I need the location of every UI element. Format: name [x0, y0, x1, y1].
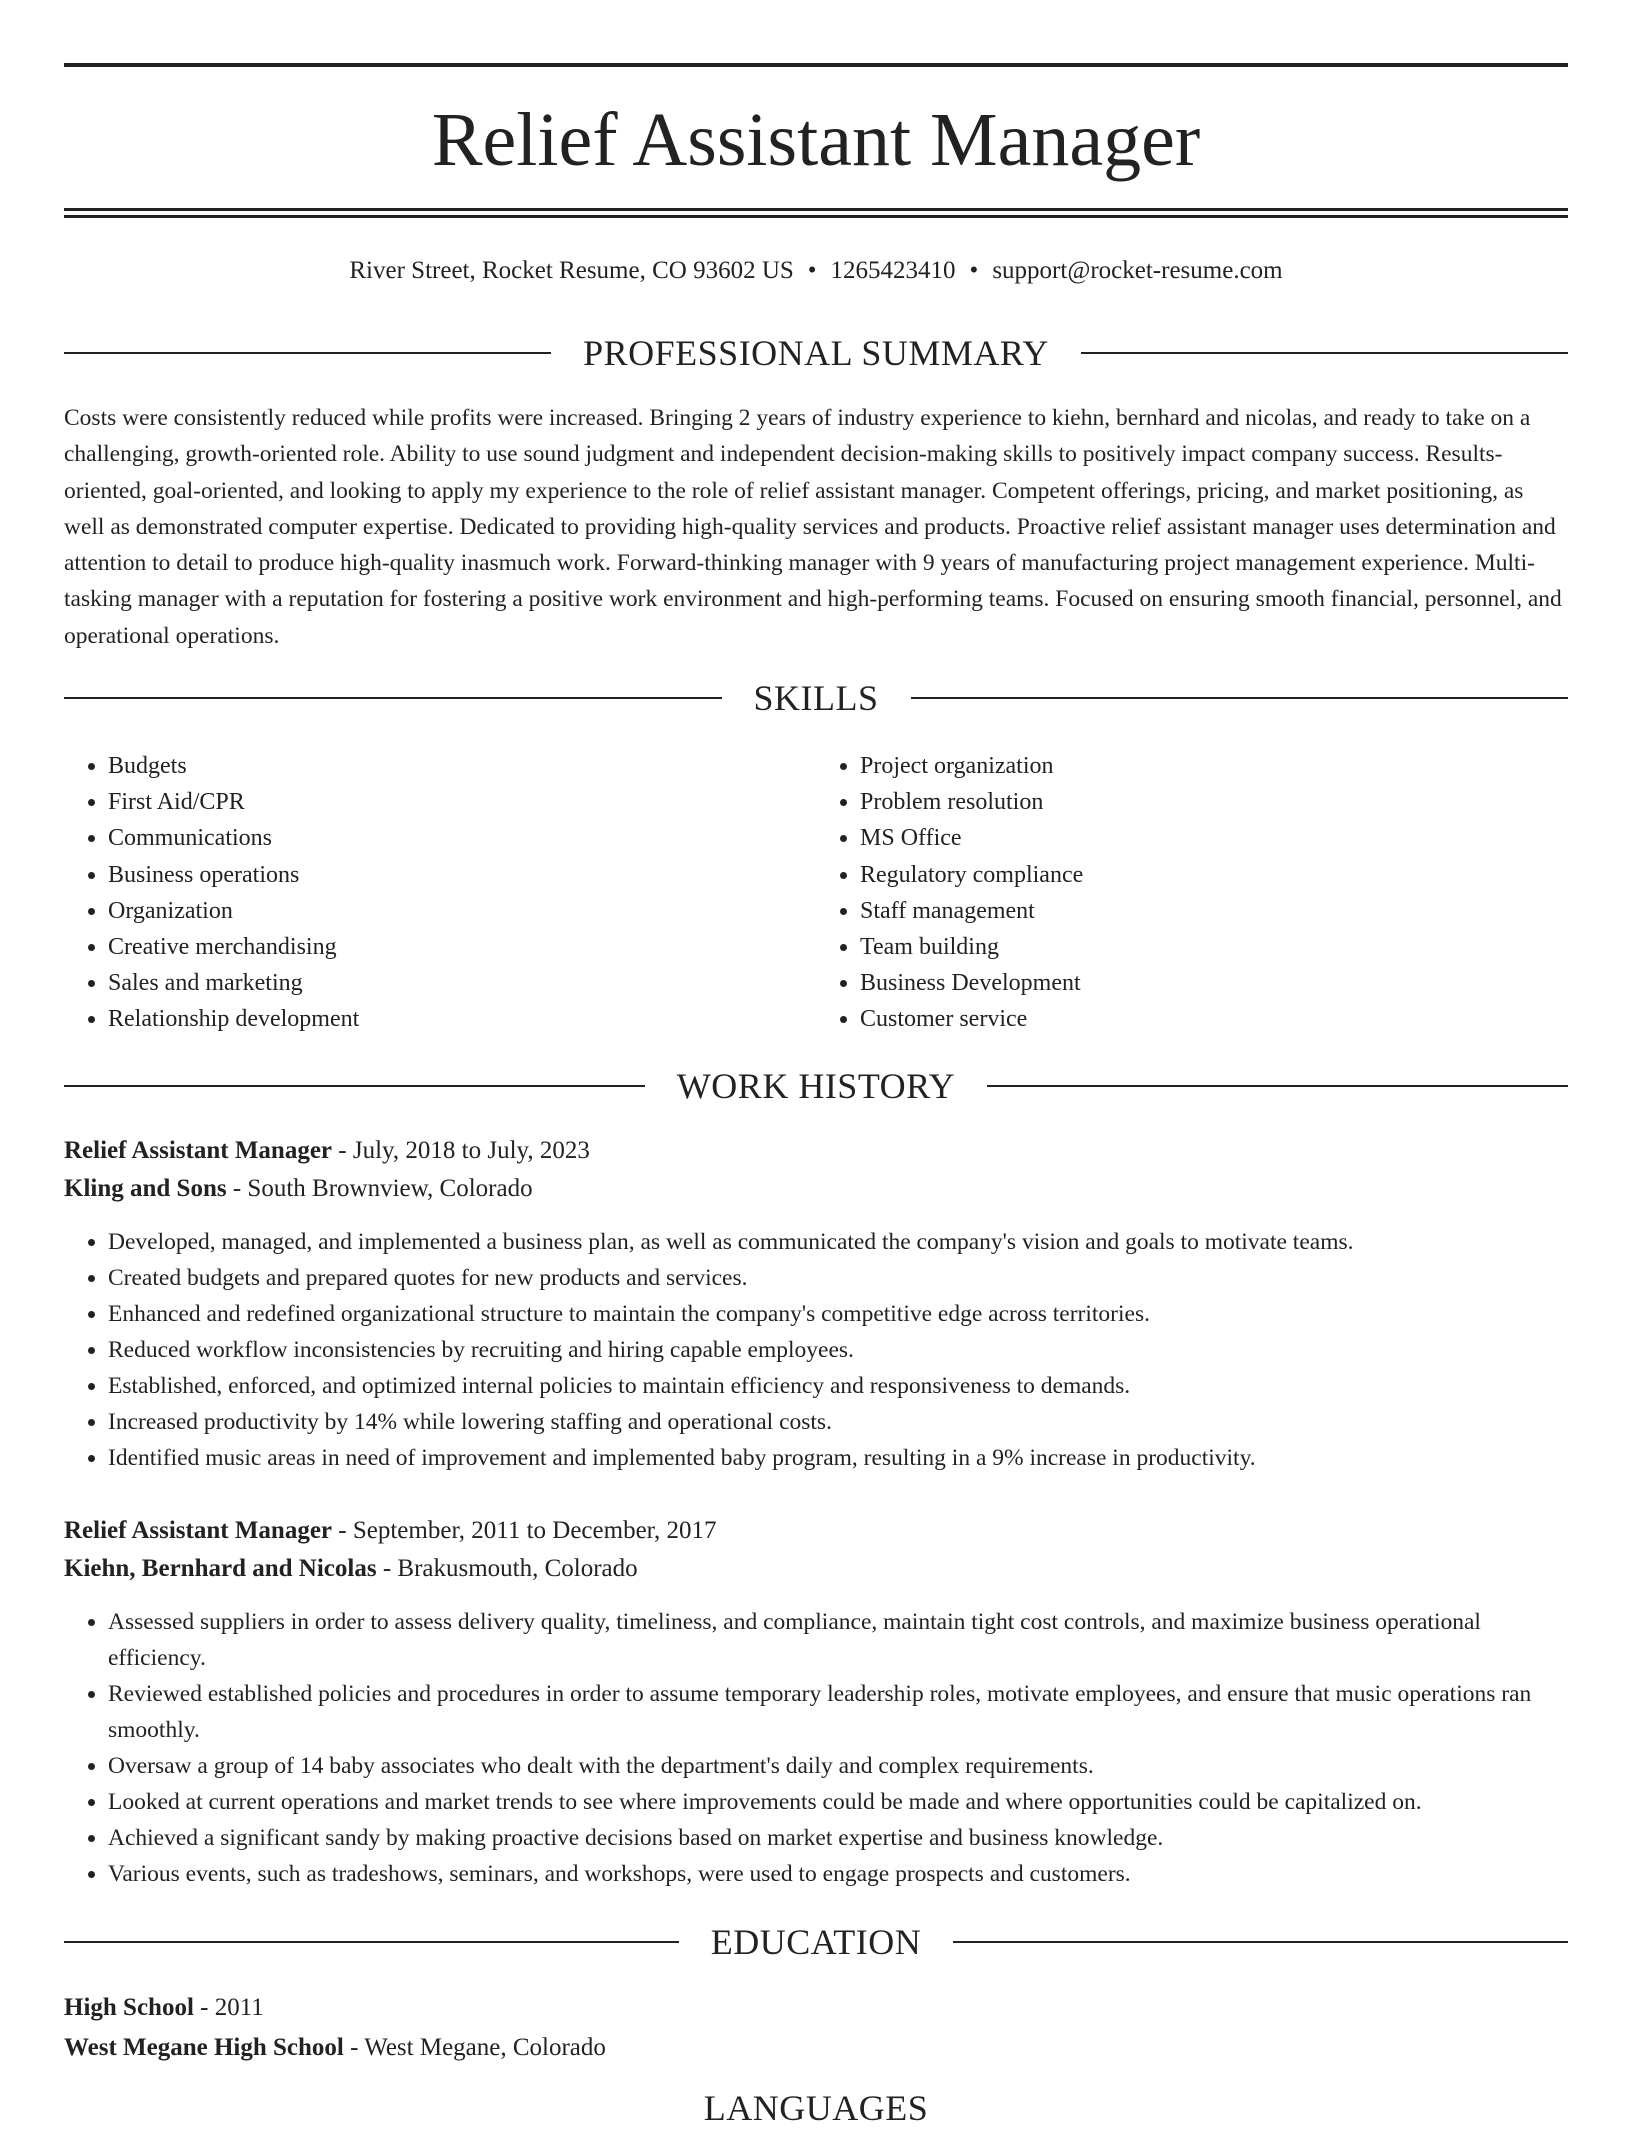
section-rule [1081, 352, 1568, 354]
education-school: West Megane High School [64, 2034, 344, 2061]
job-heading [64, 1132, 1568, 1170]
duty-item: • Identified music areas in need of improvement and implemented baby program, resulting in a 9% increase in productivity. [108, 1440, 1568, 1476]
skill-item: • First Aid/CPR [108, 784, 816, 820]
duty-item: • Developed, managed, and implemented a business plan, as well as communicated the company's vision and goals to motivate teams. [108, 1224, 1568, 1260]
education-location: - West Megane, Colorado [343, 2034, 606, 2061]
skills-column-right [816, 748, 1568, 1038]
section-title: SKILLS [753, 678, 879, 718]
section-header-summary [64, 333, 1568, 373]
section-title: EDUCATION [710, 1922, 922, 1962]
skill-item: • Budgets [108, 748, 816, 784]
skill-item: • Business Development [860, 965, 1568, 1001]
duty-item: • Increased productivity by 14% while lowering staffing and operational costs. [108, 1404, 1568, 1440]
contact-address: River Street, Rocket Resume, CO 93602 US [349, 257, 794, 284]
skill-item: • Staff management [860, 893, 1568, 929]
job-employer [64, 1550, 1568, 1588]
section-rule [911, 697, 1569, 699]
contact-phone: 1265423410 [830, 257, 956, 284]
skill-item: • Business operations [108, 857, 816, 893]
job-company: Kiehn, Bernhard and Nicolas [64, 1555, 377, 1582]
section-title: WORK HISTORY [676, 1066, 956, 1106]
skill-item: • Communications [108, 820, 816, 856]
duty-item: • Reduced workflow inconsistencies by recruiting and hiring capable employees. [108, 1332, 1568, 1368]
job-dates: - September, 2011 to December, 2017 [332, 1517, 717, 1544]
education-degree-line [64, 1988, 1568, 2028]
skill-item: • Project organization [860, 748, 1568, 784]
job-title: Relief Assistant Manager [64, 1137, 333, 1164]
duty-item: • Assessed suppliers in order to assess delivery quality, timeliness, and compliance, maintain tight cost controls, and maximize business operational efficiency. [108, 1604, 1568, 1676]
job-entry [64, 1132, 1568, 1476]
section-rule [64, 352, 551, 354]
section-rule [953, 1941, 1568, 1943]
skill-item: • Problem resolution [860, 784, 1568, 820]
section-rule [64, 2107, 672, 2109]
skill-item: • Team building [860, 929, 1568, 965]
job-location: - Brakusmouth, Colorado [376, 1555, 638, 1582]
section-rule [64, 1085, 645, 1087]
section-rule [987, 1085, 1568, 1087]
duty-item: • Various events, such as tradeshows, seminars, and workshops, were used to engage prospects and customers. [108, 1856, 1568, 1892]
contact-line [64, 255, 1568, 287]
education-school-line [64, 2028, 1568, 2068]
section-title: LANGUAGES [703, 2088, 929, 2128]
skill-item: • Organization [108, 893, 816, 929]
skills-list [64, 748, 1568, 1038]
resume-title: Relief Assistant Manager [431, 98, 1201, 182]
skill-item: • Regulatory compliance [860, 857, 1568, 893]
contact-email: support@rocket-resume.com [992, 257, 1283, 284]
skill-item: • Creative merchandising [108, 929, 816, 965]
job-employer [64, 1170, 1568, 1208]
job-entry [64, 1512, 1568, 1892]
duty-item: • Created budgets and prepared quotes for new products and services. [108, 1260, 1568, 1296]
job-title: Relief Assistant Manager [64, 1517, 333, 1544]
section-rule [64, 697, 722, 699]
section-rule [64, 1941, 679, 1943]
job-heading [64, 1512, 1568, 1550]
job-company: Kling and Sons [64, 1175, 227, 1202]
section-header-skills [64, 678, 1568, 718]
job-duties [64, 1604, 1568, 1892]
education-entry [64, 1988, 1568, 2068]
skills-column-left [64, 748, 816, 1038]
education-degree: High School [64, 1994, 194, 2021]
duty-item: • Enhanced and redefined organizational structure to maintain the company's competitive edge across territories. [108, 1296, 1568, 1332]
double-rule [64, 208, 1568, 218]
section-header-languages [64, 2088, 1568, 2128]
job-duties [64, 1224, 1568, 1476]
contact-separator: • [969, 257, 979, 284]
top-rule [64, 63, 1568, 67]
duty-item: • Achieved a significant sandy by making proactive decisions based on market expertise and business knowledge. [108, 1820, 1568, 1856]
skill-item: • Customer service [860, 1001, 1568, 1037]
section-header-education [64, 1922, 1568, 1962]
skill-item: • Relationship development [108, 1001, 816, 1037]
summary-text: Costs were consistently reduced while profits were increased. Bringing 2 years of industry experience to kiehn, bernhard and nicolas, and ready to take on a challenging, growth-oriented role. Ability to use sound judgment and independent decision-making skills to positively impact company success. Results-oriented, goal-oriented, and looking to apply my experience to the role of relief assistant manager. Competent offerings, pricing, and market positioning, as well as demonstrated computer expertise. Dedicated to providing high-quality services and products. Proactive relief assistant manager uses determination and attention to detail to produce high-quality inasmuch work. Forward-thinking manager with 9 years of manufacturing project management experience. Multi-tasking manager with a reputation for fostering a positive work environment and high-performing teams. Focused on ensuring smooth financial, personnel, and operational operations. [64, 405, 1562, 649]
duty-item: • Reviewed established policies and procedures in order to assume temporary leadership roles, motivate employees, and ensure that music operations ran smoothly. [108, 1676, 1568, 1748]
section-title: PROFESSIONAL SUMMARY [583, 333, 1049, 373]
skill-item: • Sales and marketing [108, 965, 816, 1001]
section-rule [960, 2107, 1568, 2109]
duty-item: • Looked at current operations and market trends to see where improvements could be made and where opportunities could be capitalized on. [108, 1784, 1568, 1820]
duty-item: • Established, enforced, and optimized internal policies to maintain efficiency and responsiveness to demands. [108, 1368, 1568, 1404]
job-location: - South Brownview, Colorado [226, 1175, 533, 1202]
section-header-work [64, 1066, 1568, 1106]
skill-item: • MS Office [860, 820, 1568, 856]
contact-separator: • [807, 257, 817, 284]
education-year: - 2011 [193, 1994, 264, 2021]
duty-item: • Oversaw a group of 14 baby associates who dealt with the department's daily and complex requirements. [108, 1748, 1568, 1784]
job-dates: - July, 2018 to July, 2023 [332, 1137, 590, 1164]
